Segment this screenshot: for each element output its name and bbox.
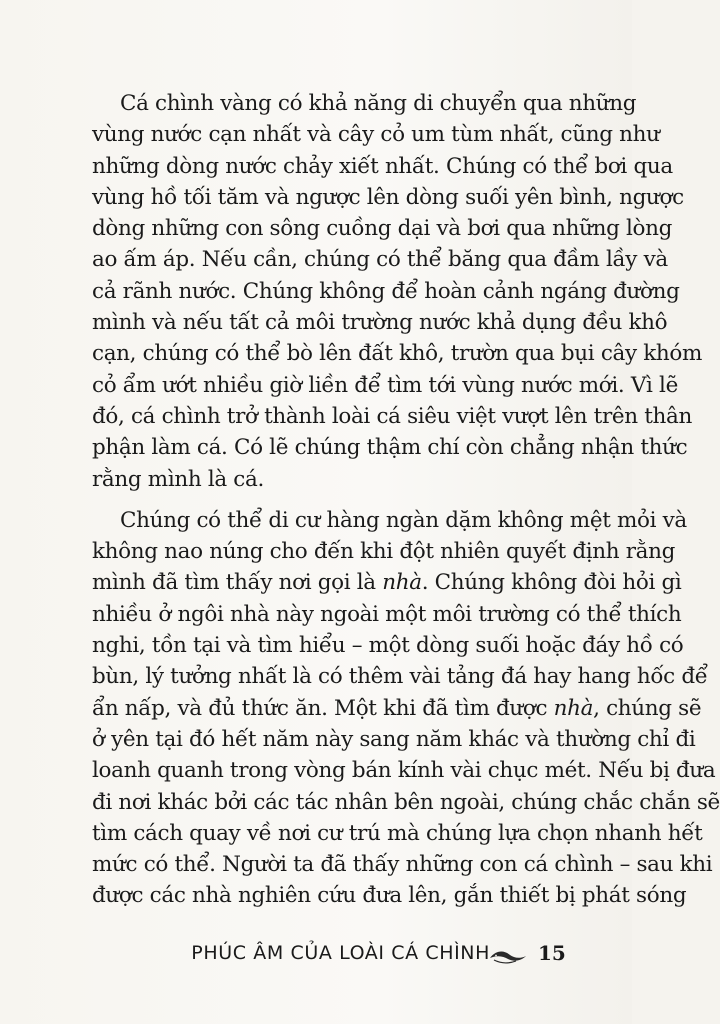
text-line: đó, cá chình trở thành loài cá siêu việt vượt lên trên thân [92,403,692,429]
text-line: nghi, tồn tại và tìm hiểu – một dòng suối hoặc đáy hồ có [92,633,684,659]
text-line: Cá chình vàng có khả năng di chuyển qua những [120,91,637,116]
text-line: đi nơi khác bởi các tác nhân bên ngoài, chúng chắc chắn sẽ [92,789,720,815]
text-line: Chúng có thể di cư hàng ngàn dặm không mệt mỏi và [120,507,687,533]
text-line: loanh quanh trong vòng bán kính vài chục mét. Nếu bị đưa [92,758,716,784]
text-run: , chúng sẽ [593,695,702,721]
eel-ornament-icon [488,946,528,966]
text-line: vùng hồ tối tăm và ngược lên dòng suối yên bình, ngược [92,184,684,210]
text-line: phận làm cá. Có lẽ chúng thậm chí còn chẳng nhận thức [92,435,688,461]
text-line: được các nhà nghiên cứu đưa lên, gắn thiết bị phát sóng [92,883,687,909]
text-line: ở yên tại đó hết năm này sang năm khác và thường chỉ đi [92,726,696,752]
page-footer [0,940,632,976]
text-line: những dòng nước chảy xiết nhất. Chúng có thể bơi qua [92,153,673,179]
italic-word-home: nhà [382,570,422,596]
body-text [64,88,720,920]
text-line: cạn, chúng có thể bò lên đất khô, trườn qua bụi cây khóm [92,341,703,367]
text-line [64,567,682,598]
text-line: ao ấm áp. Nếu cần, chúng có thể băng qua đầm lầy và [92,247,668,273]
text-line: không nao núng cho đến khi đột nhiên quyết định rằng [92,539,676,565]
text-line [64,693,702,724]
text-line: bùn, lý tưởng nhất là có thêm vài tảng đá hay hang hốc để [92,664,708,690]
text-line: dòng những con sông cuồng dại và bơi qua những lòng [92,216,673,242]
text-line: mình và nếu tất cả môi trường nước khả dụng đều khô [92,310,668,336]
text-run: . Chúng không đòi hỏi gì [421,570,682,596]
paragraph-1 [64,88,703,495]
text-run: mình đã tìm thấy nơi gọi là [92,570,383,596]
text-run: ẩn nấp, và đủ thức ăn. Một khi đã tìm được [92,695,554,721]
text-line: rằng mình là cá. [92,466,264,492]
italic-word-home: nhà [553,695,594,721]
text-line: tìm cách quay về nơi cư trú mà chúng lựa chọn nhanh hết [92,820,703,846]
text-line: vùng nước cạn nhất và cây cỏ um tùm nhất, cũng như [92,122,660,148]
paragraph-2 [64,505,720,912]
text-line: cỏ ẩm ướt nhiều giờ liền để tìm tới vùng nước mới. Vì lẽ [92,372,678,398]
text-line: cả rãnh nước. Chúng không để hoàn cảnh ngáng đường [92,278,680,304]
text-line: mức có thể. Người ta đã thấy những con cá chình – sau khi [92,852,713,878]
text-line: nhiều ở ngôi nhà này ngoài một môi trường có thể thích [92,601,682,627]
running-title: PHÚC ÂM CỦA LOÀI CÁ CHÌNH [191,942,490,964]
page-number: 15 [538,941,566,965]
